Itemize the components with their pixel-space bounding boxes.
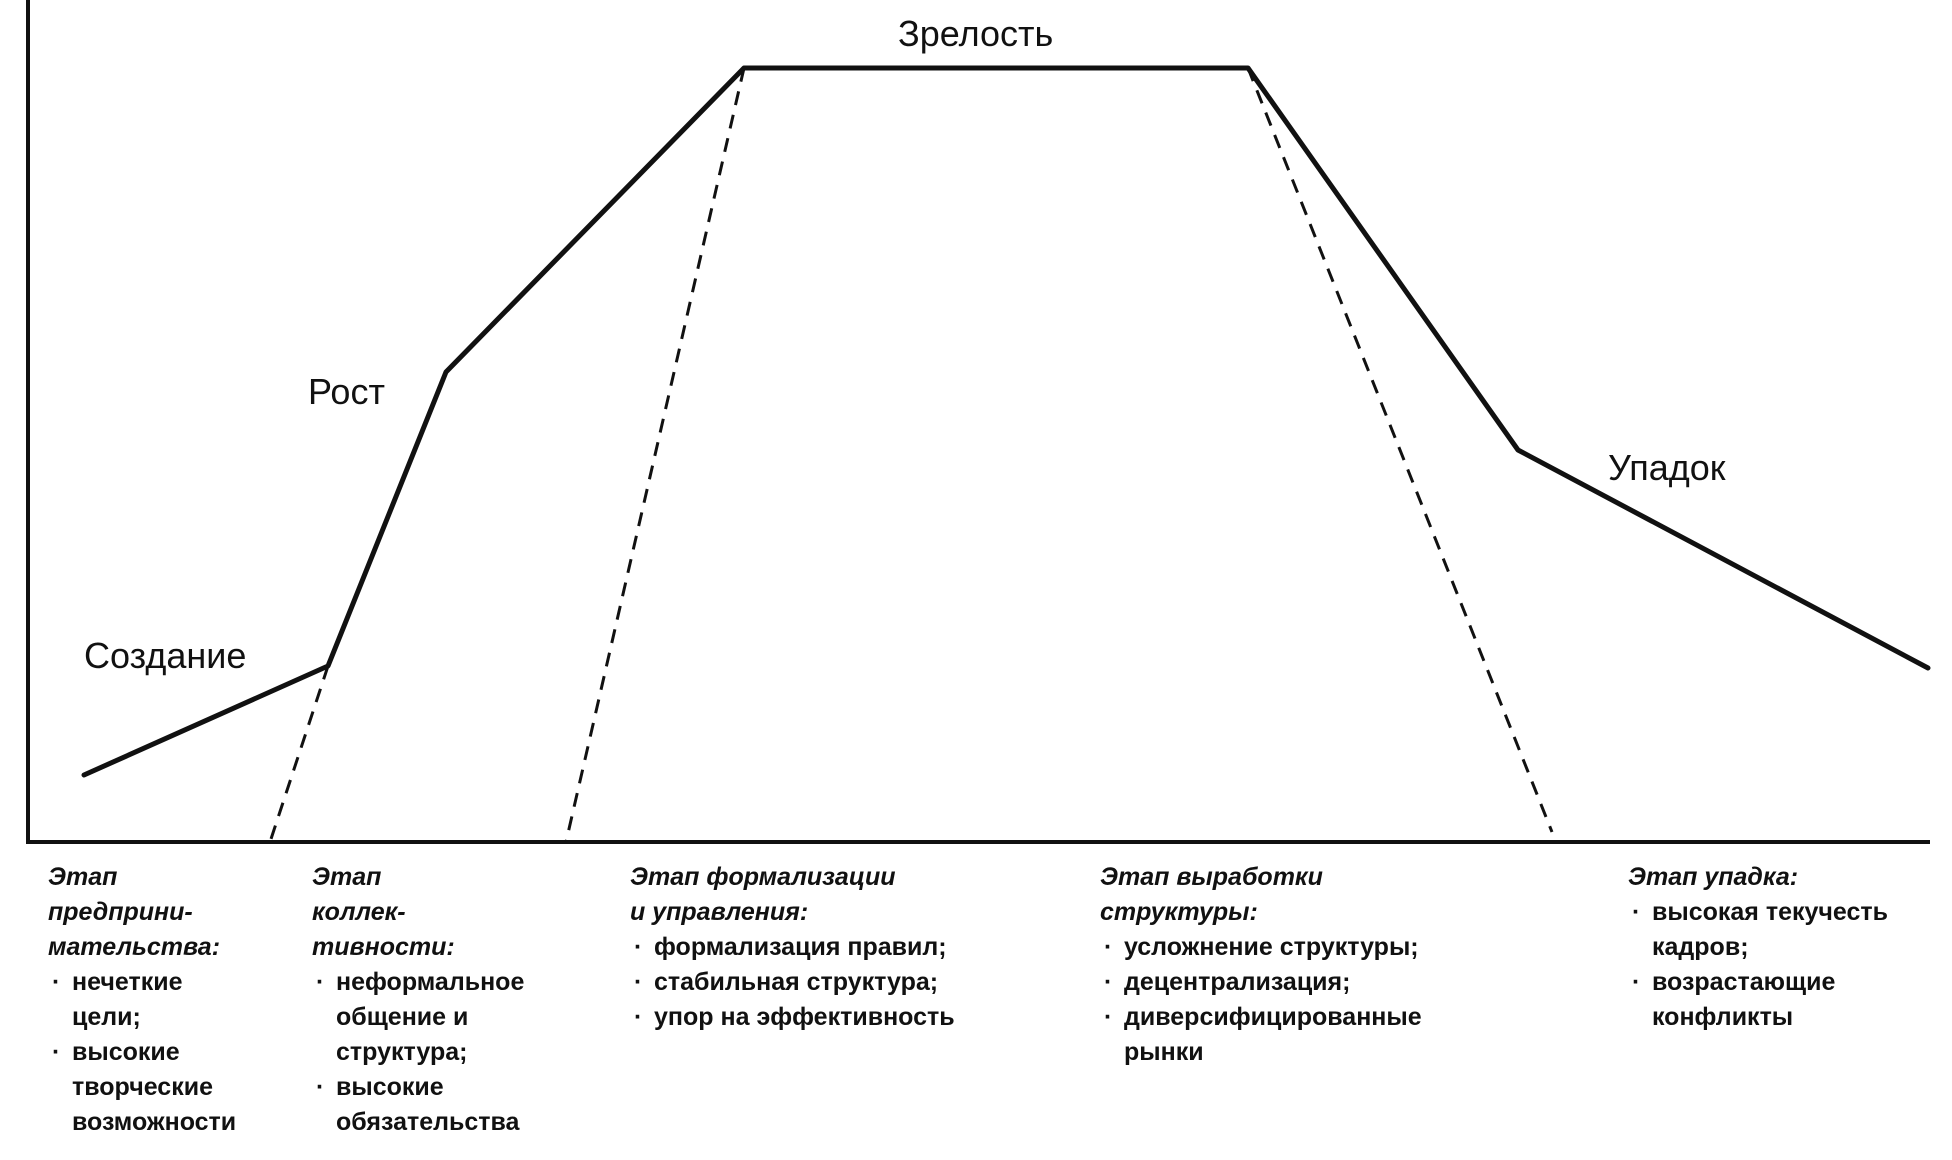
boundary-dashed-2 xyxy=(566,68,744,842)
stage-item: · диверсифицированные рынки xyxy=(1100,1000,1520,1070)
stage-item: · нечеткие цели; xyxy=(48,965,308,1035)
stage-item: · усложнение структуры; xyxy=(1100,930,1520,965)
stage-formalization xyxy=(630,860,1050,1035)
stage-title: Этап упадка: xyxy=(1628,863,1799,891)
stage-item: · децентрализация; xyxy=(1100,965,1520,1000)
stage-item-list xyxy=(312,965,612,1140)
stage-item-list xyxy=(630,930,1050,1035)
stage-title: Этап коллек- тивности: xyxy=(312,863,455,961)
stage-item-list xyxy=(48,965,308,1140)
stage-structure-elaboration xyxy=(1100,860,1520,1070)
stage-item: · упор на эффективность xyxy=(630,1000,1050,1035)
stage-decline xyxy=(1628,860,1948,1035)
stage-title: Этап формализации и управления: xyxy=(630,863,896,926)
boundary-dashed-3 xyxy=(1248,68,1552,832)
stage-item: · высокие творческие возможности xyxy=(48,1035,308,1140)
label-growth: Рост xyxy=(308,371,385,412)
stage-item: · формализация правил; xyxy=(630,930,1050,965)
stage-item: · неформальное общение и структура; xyxy=(312,965,612,1070)
stage-collectivity xyxy=(312,860,612,1140)
boundary-dashed-1 xyxy=(270,666,328,842)
stage-item: · высокие обязательства xyxy=(312,1070,612,1140)
stage-item: · стабильная структура; xyxy=(630,965,1050,1000)
stage-title: Этап выработки структуры: xyxy=(1100,863,1323,926)
lifecycle-curve xyxy=(84,68,1928,775)
label-decline: Упадок xyxy=(1608,447,1726,488)
stage-item: · высокая текучесть кадров; xyxy=(1628,895,1948,965)
stage-entrepreneurship xyxy=(48,860,308,1140)
stage-title: Этап предприни- мательства: xyxy=(48,863,221,961)
label-maturity: Зрелость xyxy=(898,13,1054,54)
stage-item: · возрастающие конфликты xyxy=(1628,965,1948,1035)
stage-item-list xyxy=(1628,895,1948,1035)
stage-item-list xyxy=(1100,930,1520,1070)
label-creation: Создание xyxy=(84,635,247,676)
